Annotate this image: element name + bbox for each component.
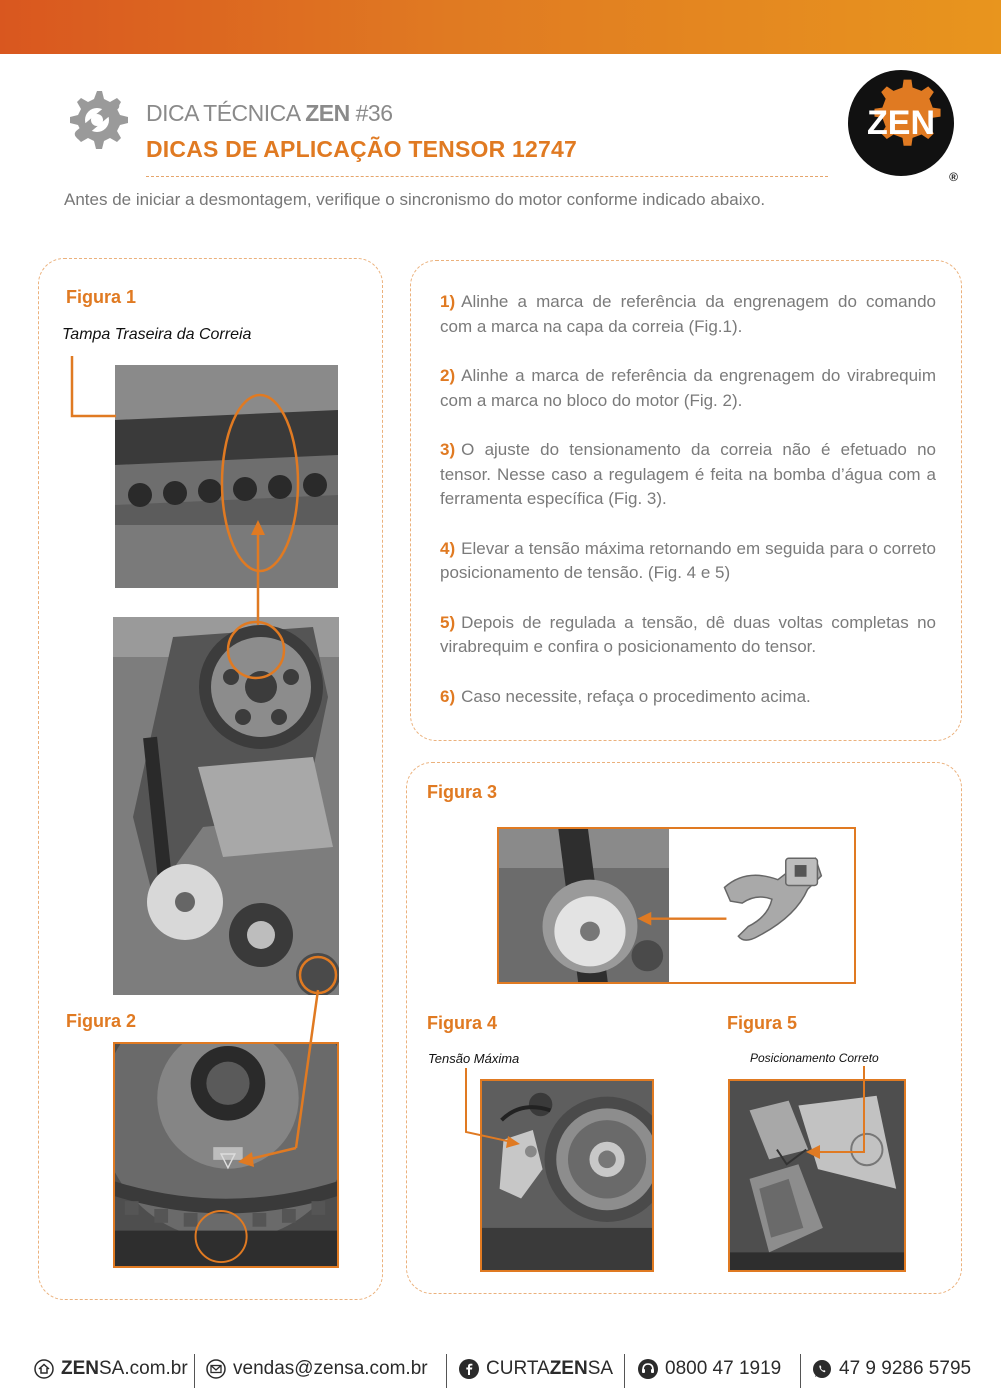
- footer-email[interactable]: vendas@zensa.com.br: [206, 1358, 428, 1380]
- footer-separator: [194, 1354, 195, 1388]
- figure-1-engine-photo: [113, 617, 339, 995]
- instruction-step: 3) O ajuste do tensionamento da correia não é efetuado no tensor. Nesse caso a regulagem é feita na bomba d’água com a ferramenta específica (Fig. 3).: [440, 440, 936, 508]
- figure-4-caption: Tensão Máxima: [428, 1051, 520, 1066]
- footer-separator: [446, 1354, 447, 1388]
- figure-1-label: Figura 1: [66, 287, 137, 307]
- footer-phone[interactable]: 0800 47 1919: [638, 1358, 781, 1380]
- footer-social[interactable]: CURTAZENSA: [459, 1358, 613, 1380]
- gear-wrench-icon: [62, 85, 132, 155]
- instructions-list: [440, 290, 936, 734]
- footer: [0, 1348, 1001, 1394]
- figure-1-cover-photo: [115, 365, 338, 588]
- header-divider: [146, 176, 828, 177]
- instruction-step: 1) Alinhe a marca de referência da engrenagem do comando com a marca na capa da correia (Fig.1).: [440, 292, 936, 336]
- zen-logo-text: ZEN: [867, 104, 935, 142]
- figure-3-water-pump-photo: [497, 827, 856, 984]
- instruction-step: 6) Caso necessite, refaça o procedimento acima.: [440, 686, 811, 706]
- registered-mark: ®: [949, 170, 958, 184]
- page-title: DICAS DE APLICAÇÃO TENSOR 12747: [146, 136, 577, 162]
- figure-5-tensor-correct-photo: [728, 1079, 906, 1272]
- footer-website[interactable]: ZENSA.com.br: [34, 1358, 188, 1380]
- instruction-step: 5) Depois de regulada a tensão, dê duas voltas completas no virabrequim e confira o posicionamento do tensor.: [440, 612, 936, 656]
- top-gradient-bar: [0, 0, 1001, 54]
- zen-logo: [846, 68, 958, 184]
- instruction-step: 4) Elevar a tensão máxima retornando em seguida para o correto posicionamento de tensão. (Fig. 4 e 5): [440, 538, 936, 582]
- figure-2-label: Figura 2: [66, 1011, 137, 1031]
- figure-1-caption: Tampa Traseira da Correia: [62, 326, 252, 343]
- instruction-step: 2) Alinhe a marca de referência da engrenagem do virabrequim com a marca no bloco do motor (Fig. 2).: [440, 366, 936, 410]
- intro-text: Antes de iniciar a desmontagem, verifique o sincronismo do motor conforme indicado abaixo.: [64, 190, 766, 209]
- figure-3-label: Figura 3: [427, 782, 498, 802]
- whatsapp-icon: [812, 1359, 832, 1379]
- email-icon: [206, 1359, 226, 1379]
- figure-4-label: Figura 4: [427, 1013, 498, 1033]
- headset-icon: [638, 1359, 658, 1379]
- figure-4-tensor-max-photo: [480, 1079, 654, 1272]
- footer-separator: [800, 1354, 801, 1388]
- figure-2-crank-photo: [113, 1042, 339, 1268]
- figure-5-caption: Posicionamento Correto: [750, 1051, 879, 1065]
- footer-whatsapp[interactable]: 47 9 9286 5795: [812, 1358, 971, 1380]
- figure-5-label: Figura 5: [727, 1013, 798, 1033]
- footer-separator: [624, 1354, 625, 1388]
- facebook-icon: [459, 1359, 479, 1379]
- header-line1: DICA TÉCNICA ZEN #36: [146, 100, 393, 126]
- home-icon: [34, 1359, 54, 1379]
